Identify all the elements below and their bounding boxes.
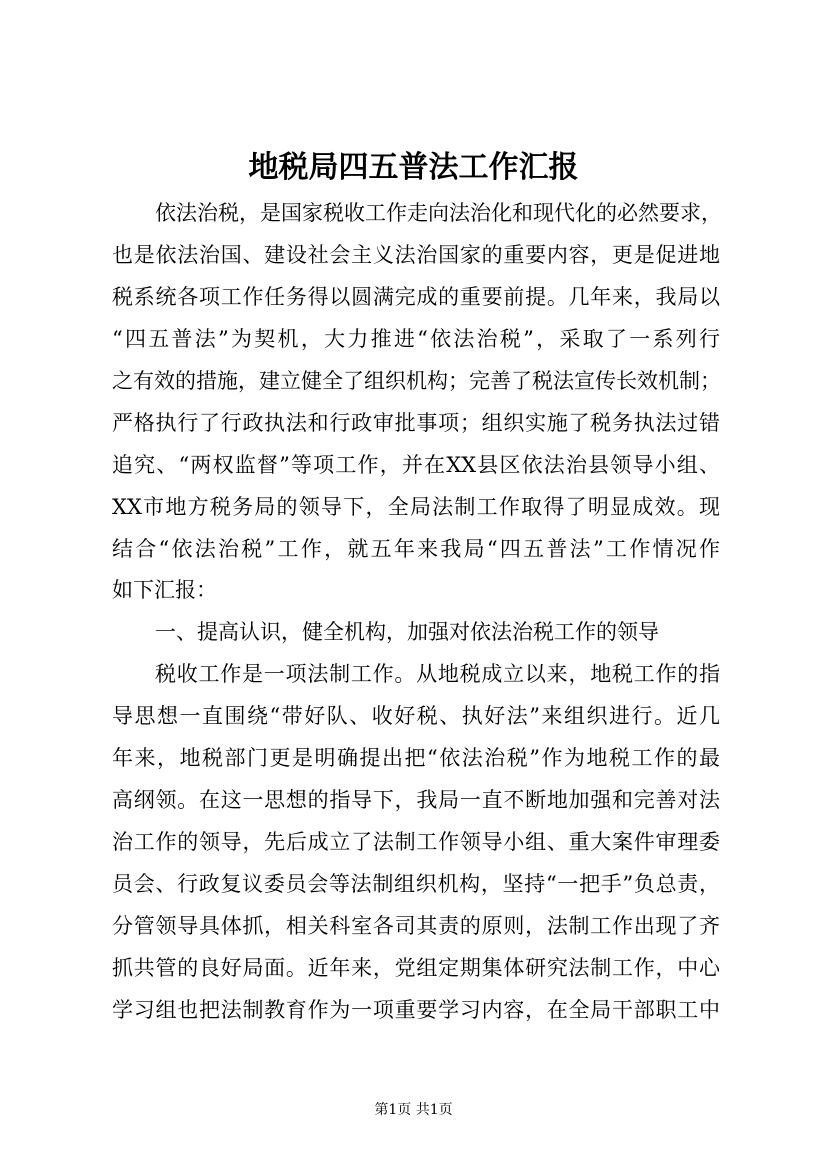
body-line: 依法治税，是国家税收工作走向法治化和现代化的必然要求，	[155, 201, 722, 225]
body-line: 税系统各项工作任务得以圆满完成的重要前提。几年来，我局以	[112, 285, 720, 309]
body-line: 税收工作是一项法制工作。从地税成立以来，地税工作的指	[155, 662, 720, 686]
body-line: “四五普法”为契机，大力推进“依法治税”，采取了一系列行	[112, 327, 720, 351]
body-line: 学习组也把法制教育作为一项重要学习内容，在全局干部职工中	[112, 998, 720, 1022]
body-line: 治工作的领导，先后成立了法制工作领导小组、重大案件审理委	[112, 830, 720, 854]
page-number-footer: 第1页 共1页	[374, 1102, 453, 1118]
document-title: 地税局四五普法工作汇报	[248, 150, 579, 185]
body-line: 导思想一直围绕“带好队、收好税、执好法”来组织进行。近几	[112, 704, 720, 728]
body-line: 追究、“两权监督”等项工作，并在XX县区依法治县领导小组、	[112, 453, 720, 477]
body-line: 之有效的措施，建立健全了组织机构；完善了税法宣传长效机制；	[112, 369, 721, 393]
body-line: XX市地方税务局的领导下，全局法制工作取得了明显成效。现	[112, 495, 720, 519]
body-line: 年来，地税部门更是明确提出把“依法治税”作为地税工作的最	[112, 746, 720, 770]
body-line: 分管领导具体抓，相关科室各司其责的原则，法制工作出现了齐	[112, 914, 720, 938]
body-line: 员会、行政复议委员会等法制组织机构，坚持“一把手”负总责，	[112, 872, 720, 896]
body-line: 结合“依法治税”工作，就五年来我局“四五普法”工作情况作	[112, 537, 720, 561]
body-line: 如下汇报：	[112, 578, 217, 602]
body-line: 严格执行了行政执法和行政审批事项；组织实施了税务执法过错	[112, 411, 720, 435]
body-line: 也是依法治国、建设社会主义法治国家的重要内容，更是促进地	[112, 243, 720, 267]
section-heading: 一、提高认识，健全机构，加强对依法治税工作的领导	[155, 620, 659, 644]
body-line: 抓共管的良好局面。近年来，党组定期集体研究法制工作，中心	[112, 956, 720, 980]
body-line: 高纲领。在这一思想的指导下，我局一直不断地加强和完善对法	[112, 788, 720, 812]
